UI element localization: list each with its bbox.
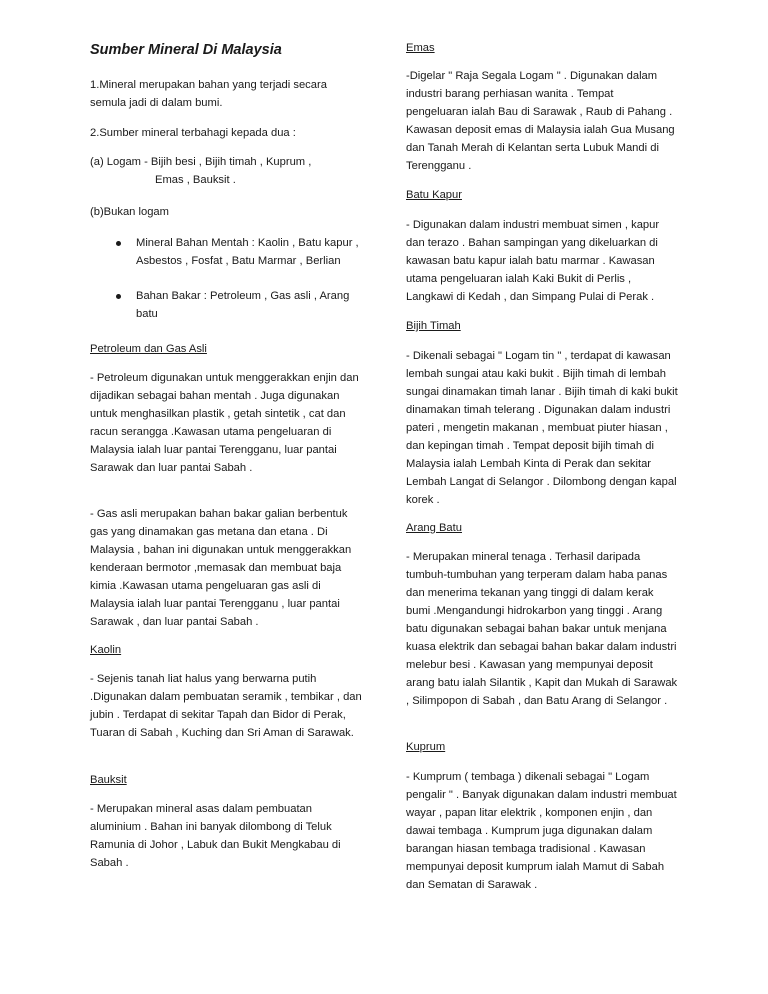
batu-kapur-paragraph: - Digunakan dalam industri membuat simen , kapur dan terazo . Bahan sampingan yang dikeluarkan di kawasan batu kapur ialah batu marmar . Kawasan utama pengeluaran ialah Kaki Bukit di Perlis , Langkawi di Kedah , dan Simpang Pulai di Perak . [406, 219, 660, 303]
section-heading-petroleum: Petroleum dan Gas Asli [90, 343, 207, 355]
bullet-dot-icon [116, 241, 121, 246]
logam-line-1: (a) Logam - Bijih besi , Bijih timah , Kuprum , [90, 156, 312, 168]
section-heading-bijih-timah: Bijih Timah [406, 320, 461, 332]
intro-paragraph-1: 1.Mineral merupakan bahan yang terjadi secara semula jadi di dalam bumi. [90, 79, 327, 109]
logam-line-2: Emas , Bauksit . [155, 174, 236, 186]
bijih-timah-paragraph: - Dikenali sebagai " Logam tin " , terdapat di kawasan lembah sungai atau kaki bukit . Bijih timah di lembah sungai dinamakan timah lanar . Bijih timah di kaki bukit dinamakan timah telerang . Digunakan dalam industri pateri , mengetin makanan , membuat piuter hiasan , dan kepingan timah . Tempat deposit bijih timah di Malaysia ialah Lembah Kinta di Perak dan sekitar Lembah Langat di Selangor . Dilombong dengan kapal korek . [406, 350, 678, 506]
section-heading-kaolin: Kaolin [90, 644, 122, 656]
page-title: Sumber Mineral Di Malaysia [90, 42, 282, 58]
bullet-dot-icon [116, 294, 121, 299]
petroleum-paragraph: - Petroleum digunakan untuk menggerakkan enjin dan dijadikan sebagai bahan mentah . Juga digunakan untuk menghasilkan plastik , getah sintetik , cat dan racun serangga .Kawasan utama pengeluaran di Malaysia ialah luar pantai Terengganu, luar pantai Sarawak dan luar pantai Sabah . [90, 372, 359, 474]
kaolin-paragraph: - Sejenis tanah liat halus yang berwarna putih .Digunakan dalam pembuatan seramik , tembikar , dan jubin . Terdapat di sekitar Tapah dan Bidor di Perak, Tuaran di Sabah , Kuching dan Sri Aman di Sarawak. [90, 673, 362, 739]
bauksit-paragraph: - Merupakan mineral asas dalam pembuatan aluminium . Bahan ini banyak dilombong di Teluk Ramunia di Johor , Labuk dan Bukit Mengkabau di Sabah . [90, 803, 341, 869]
intro-paragraph-2: 2.Sumber mineral terbahagi kepada dua : [90, 127, 296, 139]
kuprum-paragraph: - Kumprum ( tembaga ) dikenali sebagai " Logam pengalir " . Banyak digunakan dalam industri membuat wayar , papan litar elektrik , komponen enjin , dan dawai tembaga . Kumprum juga digunakan dalam barangan hiasan tembaga tradisional . Kawasan mempunyai deposit kumprum ialah Mamut di Sabah dan Sematan di Sarawak . [406, 771, 677, 891]
bullet-item: Mineral Bahan Mentah : Kaolin , Batu kapur , Asbestos , Fosfat , Batu Marmar , Berlian [116, 234, 366, 270]
section-heading-bauksit: Bauksit [90, 774, 127, 786]
section-heading-batu-kapur: Batu Kapur [406, 189, 462, 201]
section-heading-emas: Emas [406, 42, 435, 54]
section-heading-kuprum: Kuprum [406, 741, 446, 753]
bullet-item: Bahan Bakar : Petroleum , Gas asli , Arang batu [116, 287, 366, 323]
section-heading-arang-batu: Arang Batu [406, 522, 462, 534]
bukan-logam-label: (b)Bukan logam [90, 206, 169, 218]
emas-paragraph: -Digelar " Raja Segala Logam " . Digunakan dalam industri barang perhiasan wanita . Tempat pengeluaran ialah Bau di Sarawak , Raub di Pahang . Kawasan deposit emas di Malaysia ialah Gua Musang dan Tanah Merah di Kelantan serta Lubuk Mandi di Terengganu . [406, 70, 675, 172]
arang-batu-paragraph: - Merupakan mineral tenaga . Terhasil daripada tumbuh-tumbuhan yang terperam dalam haba panas dan menerima tekanan yang tinggi di dalam kerak bumi .Mengandungi hidrokarbon yang tinggi . Arang batu digunakan sebagai bahan bakar untuk menjana kuasa elektrik dan sebagai bahan bakar dalam industri melebur besi . Kawasan yang mempunyai deposit arang batu ialah Silantik , Kapit dan Mukah di Sarawak , Silimpopon di Sabah , dan Batu Arang di Selangor . [406, 551, 678, 707]
gas-asli-paragraph: - Gas asli merupakan bahan bakar galian berbentuk gas yang dinamakan gas metana dan etana . Di Malaysia , bahan ini digunakan untuk menggerakkan kenderaan bermotor ,memasak dan membuat baja kimia .Kawasan utama pengeluaran gas asli di Malaysia ialah luar pantai Terengganu , luar pantai Sarawak , dan luar pantai Sabah . [90, 508, 352, 628]
